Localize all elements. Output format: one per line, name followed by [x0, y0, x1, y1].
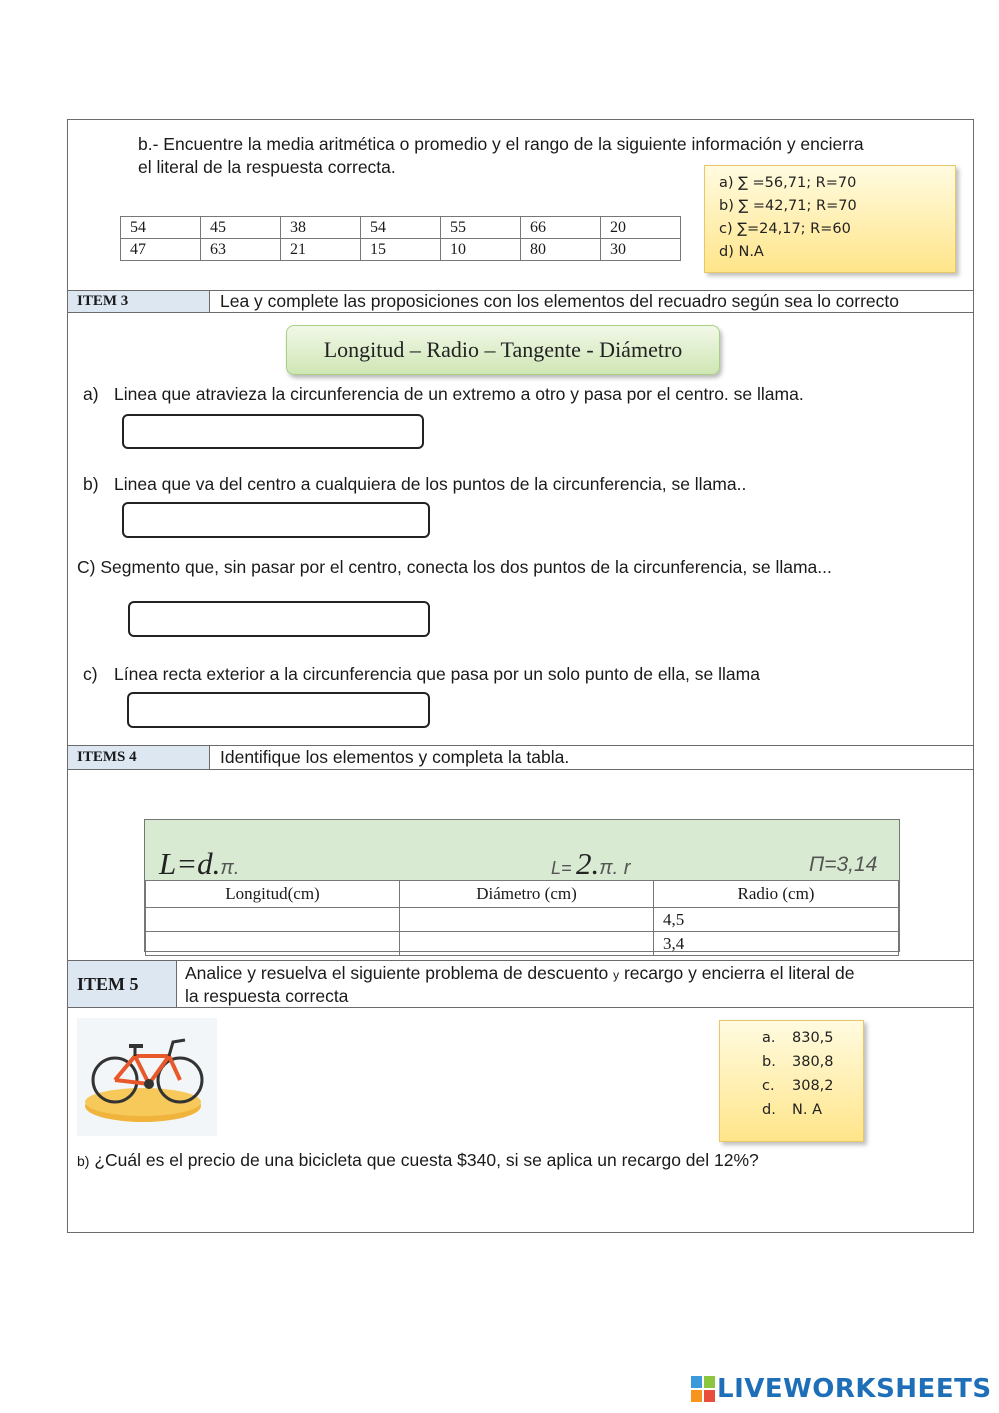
logo-text: LIVEWORKSHEETS — [717, 1374, 992, 1404]
table-row — [146, 932, 899, 956]
divider — [68, 1007, 973, 1008]
item5-options-box — [719, 1020, 864, 1142]
table-cell: 21 — [281, 239, 361, 261]
circle-table — [145, 880, 899, 956]
item2-option-b[interactable]: b) ∑ =42,71; R=70 — [719, 198, 857, 214]
item5-option-d[interactable]: N. A — [792, 1102, 822, 1118]
answer-input-b[interactable] — [122, 502, 430, 538]
bicycle-image — [77, 1018, 217, 1136]
table-cell: 30 — [601, 239, 681, 261]
table-row — [146, 908, 899, 932]
item4-instruction: Identifique los elementos y completa la tabla. — [220, 747, 570, 767]
radio-value-cell: 4,5 — [654, 908, 899, 932]
item5-question-text: ¿Cuál es el precio de una bicicleta que cuesta $340, si se aplica un recargo del 12%? — [94, 1150, 759, 1170]
answer-input-c-lower[interactable] — [127, 692, 430, 728]
table-cell: 15 — [361, 239, 441, 261]
table-cell: 80 — [521, 239, 601, 261]
col-header-radio: Radio (cm) — [654, 881, 899, 908]
item5-option-c-letter: c. — [762, 1078, 775, 1094]
item3-instruction: Lea y complete las proposiciones con los elementos del recuadro según sea lo correcto — [220, 291, 899, 311]
input-cell-diametro[interactable] — [400, 932, 654, 956]
item3-label: ITEM 3 — [68, 291, 210, 312]
formula-diameter-pi: π. — [220, 857, 240, 879]
divider — [68, 769, 973, 770]
table-cell: 66 — [521, 217, 601, 239]
item5-instruction-line2: la respuesta correcta — [185, 986, 349, 1006]
logo-blocks-icon — [691, 1376, 715, 1402]
input-cell-longitud[interactable] — [146, 932, 400, 956]
item5-option-c[interactable]: 308,2 — [792, 1078, 834, 1094]
formula-pi-value: Π=3,14 — [809, 853, 878, 876]
item5-instruction-line1 — [185, 962, 854, 987]
formula-diameter — [159, 846, 239, 882]
formula-band — [145, 820, 899, 880]
formula-radius — [551, 846, 630, 882]
item5-instruction-part1: Analice y resuelva el siguiente problema de descuento — [185, 963, 609, 983]
item3-q-b-marker: b) — [83, 474, 99, 494]
col-header-diametro: Diámetro (cm) — [400, 881, 654, 908]
item5-option-d-letter: d. — [762, 1102, 776, 1118]
formula-diameter-main: L=d. — [159, 846, 221, 881]
item2-option-a[interactable]: a) ∑ =56,71; R=70 — [719, 175, 857, 191]
table-row — [121, 239, 681, 261]
col-header-longitud: Longitud(cm) — [146, 881, 400, 908]
table-cell: 54 — [121, 217, 201, 239]
item5-question — [77, 1150, 759, 1171]
input-cell-diametro[interactable] — [400, 908, 654, 932]
table-cell: 63 — [201, 239, 281, 261]
item2-option-c[interactable]: c) ∑=24,17; R=60 — [719, 221, 851, 237]
divider — [68, 312, 973, 313]
formula-radius-rest: π. r — [599, 857, 631, 879]
table-cell: 47 — [121, 239, 201, 261]
worksheet-frame — [67, 119, 974, 1233]
item2-question-line1: b.- Encuentre la media aritmética o promedio y el rango de la siguiente información y encierra — [138, 134, 864, 154]
item3-q-a-marker: a) — [83, 384, 99, 404]
item5-label: ITEM 5 — [68, 961, 177, 1007]
table-row — [121, 217, 681, 239]
answer-input-a[interactable] — [122, 414, 424, 449]
item5-instruction-part2: recargo y encierra el literal de — [623, 963, 855, 983]
item5-option-a[interactable]: 830,5 — [792, 1030, 834, 1046]
table-header-row — [146, 881, 899, 908]
item3-q-d-text: Línea recta exterior a la circunferencia que pasa por un solo punto de ella, se llama — [114, 664, 760, 684]
answer-input-c-upper[interactable] — [128, 601, 430, 637]
item4-label: ITEMS 4 — [68, 746, 210, 769]
table-cell: 10 — [441, 239, 521, 261]
table-cell: 20 — [601, 217, 681, 239]
item2-question-line2: el literal de la respuesta correcta. — [138, 157, 396, 177]
item3-q-b-text: Linea que va del centro a cualquiera de los puntos de la circunferencia, se llama.. — [114, 474, 747, 494]
word-bank: Longitud – Radio – Tangente - Diámetro — [286, 325, 720, 375]
item5-option-b[interactable]: 380,8 — [792, 1054, 834, 1070]
table-cell: 38 — [281, 217, 361, 239]
item5-question-marker: b) — [77, 1153, 90, 1169]
item5-option-a-letter: a. — [762, 1030, 776, 1046]
item2-data-table — [120, 216, 681, 261]
radio-value-cell: 3,4 — [654, 932, 899, 956]
item3-q-d-marker: c) — [83, 664, 98, 684]
table-cell: 54 — [361, 217, 441, 239]
item5-option-b-letter: b. — [762, 1054, 776, 1070]
formula-radius-prefix: L= — [551, 858, 572, 878]
item2-options-box — [704, 165, 956, 273]
input-cell-longitud[interactable] — [146, 908, 400, 932]
divider — [68, 960, 973, 961]
table-cell: 55 — [441, 217, 521, 239]
item3-q-a-text: Linea que atravieza la circunferencia de un extremo a otro y pasa por el centro. se llama. — [114, 384, 804, 404]
table-cell: 45 — [201, 217, 281, 239]
formula-radius-num: 2. — [575, 846, 600, 881]
item3-q-c-text: C) Segmento que, sin pasar por el centro, conecta los dos puntos de la circunferencia, se llama... — [77, 557, 832, 577]
item2-option-d[interactable]: d) N.A — [719, 244, 764, 260]
formula-table-block — [144, 819, 900, 952]
item5-instruction-small: y — [613, 968, 620, 982]
